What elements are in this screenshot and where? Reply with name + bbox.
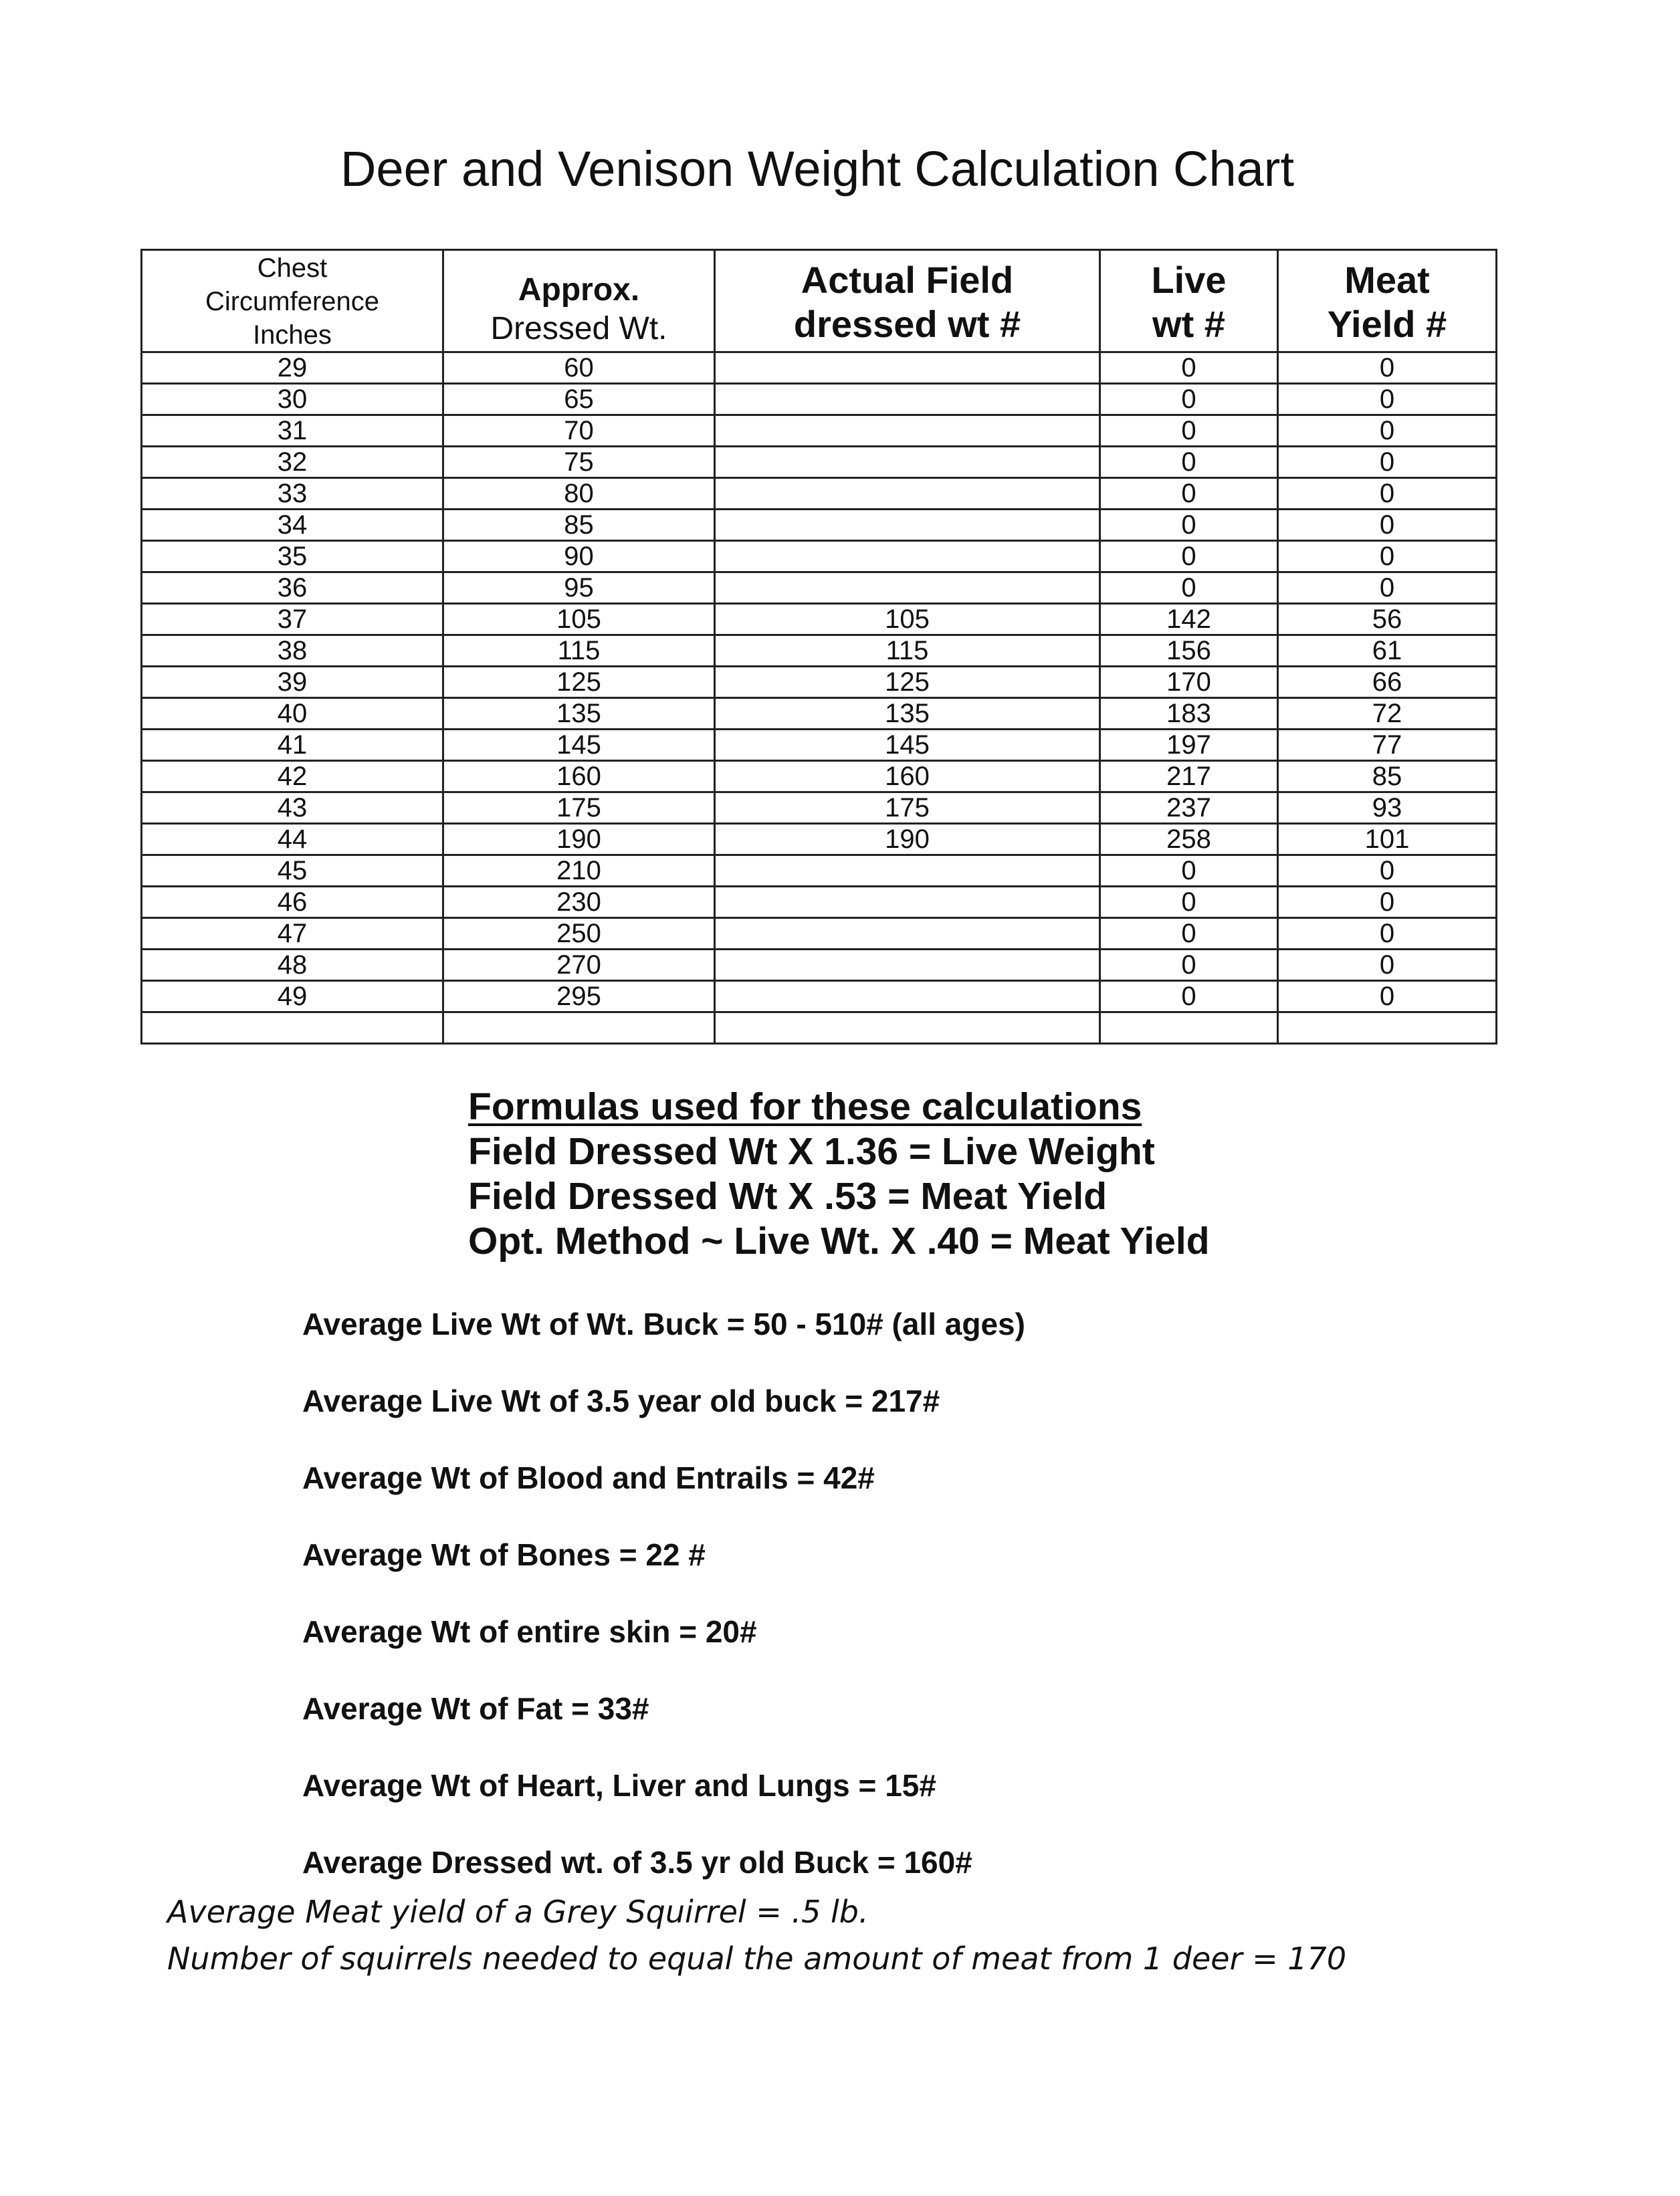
cell-live-wt: 0 (1100, 447, 1278, 478)
cell-meat-yield: 0 (1278, 478, 1497, 510)
cell-live-wt: 258 (1100, 824, 1278, 855)
cell-live-wt: 142 (1100, 604, 1278, 635)
averages-list (302, 1304, 1025, 1919)
cell-approx-wt: 210 (443, 855, 715, 887)
cell-actual-wt: 145 (715, 730, 1100, 761)
cell-approx-wt: 60 (443, 352, 715, 384)
cell-live-wt: 156 (1100, 635, 1278, 667)
cell-actual-wt (715, 572, 1100, 604)
cell-meat-yield: 77 (1278, 730, 1497, 761)
cell-approx-wt: 250 (443, 918, 715, 950)
cell-meat-yield: 0 (1278, 415, 1497, 447)
cell-chest: 35 (142, 541, 443, 572)
cell-live-wt: 0 (1100, 887, 1278, 918)
cell-live-wt: 170 (1100, 667, 1278, 698)
cell-live-wt: 0 (1100, 510, 1278, 541)
cell-actual-wt (715, 447, 1100, 478)
cell-chest: 48 (142, 950, 443, 981)
table-row (142, 824, 1497, 855)
cell-approx-wt: 90 (443, 541, 715, 572)
table-row (142, 855, 1497, 887)
table-header-row (142, 250, 1497, 352)
cell-meat-yield: 66 (1278, 667, 1497, 698)
cell-live-wt: 0 (1100, 572, 1278, 604)
cell-live-wt: 0 (1100, 918, 1278, 950)
cell-chest: 34 (142, 510, 443, 541)
cell-approx-wt: 95 (443, 572, 715, 604)
formulas-heading: Formulas used for these calculations (468, 1085, 1142, 1128)
cell-actual-wt (715, 510, 1100, 541)
cell-live-wt: 0 (1100, 981, 1278, 1012)
cell-meat-yield: 0 (1278, 510, 1497, 541)
table-row (142, 604, 1497, 635)
formula-line: Field Dressed Wt X 1.36 = Live Weight (468, 1130, 1155, 1173)
cell-chest: 36 (142, 572, 443, 604)
formula-line: Opt. Method ~ Live Wt. X .40 = Meat Yield (468, 1220, 1210, 1262)
cell-approx-wt: 105 (443, 604, 715, 635)
header-chest-circumference: Chest Circumference Inches (142, 250, 443, 352)
cell-meat-yield: 85 (1278, 761, 1497, 792)
table-row (142, 447, 1497, 478)
cell-actual-wt: 160 (715, 761, 1100, 792)
weight-chart-table (140, 249, 1497, 1045)
cell-actual-wt (715, 887, 1100, 918)
table-row (142, 510, 1497, 541)
formula-line: Field Dressed Wt X .53 = Meat Yield (468, 1175, 1108, 1218)
cell-live-wt: 0 (1100, 478, 1278, 510)
cell-approx-wt: 75 (443, 447, 715, 478)
cell-live-wt: 0 (1100, 384, 1278, 415)
cell-actual-wt (715, 352, 1100, 384)
average-item: Average Wt of Heart, Liver and Lungs = 15# (302, 1768, 936, 1803)
cell-approx-wt: 160 (443, 761, 715, 792)
table-row (142, 981, 1497, 1012)
cell-meat-yield: 0 (1278, 352, 1497, 384)
cell-live-wt: 0 (1100, 855, 1278, 887)
average-item: Average Wt of entire skin = 20# (302, 1614, 757, 1649)
cell-approx-wt: 70 (443, 415, 715, 447)
table-row (142, 792, 1497, 824)
cell-actual-wt (715, 855, 1100, 887)
cell-live-wt: 183 (1100, 698, 1278, 730)
average-item: Average Wt of Fat = 33# (302, 1691, 649, 1726)
squirrel-yield-note: Average Meat yield of a Grey Squirrel = .5 lb. (167, 1894, 869, 1930)
cell-approx-wt: 135 (443, 698, 715, 730)
table-row (142, 635, 1497, 667)
average-item: Average Live Wt of 3.5 year old buck = 217# (302, 1384, 940, 1418)
cell-chest: 47 (142, 918, 443, 950)
cell-chest: 39 (142, 667, 443, 698)
cell-actual-wt (715, 478, 1100, 510)
cell-live-wt: 217 (1100, 761, 1278, 792)
table-row (142, 415, 1497, 447)
cell-meat-yield: 0 (1278, 887, 1497, 918)
cell-live-wt: 197 (1100, 730, 1278, 761)
squirrel-count-note: Number of squirrels needed to equal the amount of meat from 1 deer = 170 (167, 1941, 1347, 1977)
cell-meat-yield: 0 (1278, 950, 1497, 981)
cell-chest: 29 (142, 352, 443, 384)
cell-meat-yield: 93 (1278, 792, 1497, 824)
cell-approx-wt: 145 (443, 730, 715, 761)
handwritten-notes (167, 1888, 1346, 1982)
header-live-wt: Live wt # (1100, 250, 1278, 352)
cell-meat-yield: 101 (1278, 824, 1497, 855)
table-row (142, 667, 1497, 698)
cell-meat-yield: 0 (1278, 572, 1497, 604)
cell-chest: 37 (142, 604, 443, 635)
cell-actual-wt (715, 1012, 1100, 1044)
table-row (142, 384, 1497, 415)
table-row (142, 352, 1497, 384)
cell-meat-yield: 0 (1278, 541, 1497, 572)
cell-approx-wt: 295 (443, 981, 715, 1012)
cell-chest (142, 1012, 443, 1044)
cell-actual-wt: 105 (715, 604, 1100, 635)
table-row (142, 887, 1497, 918)
cell-chest: 44 (142, 824, 443, 855)
table-row (142, 572, 1497, 604)
cell-chest: 42 (142, 761, 443, 792)
cell-actual-wt (715, 950, 1100, 981)
cell-meat-yield: 0 (1278, 447, 1497, 478)
table-row (142, 730, 1497, 761)
average-item: Average Wt of Blood and Entrails = 42# (302, 1460, 875, 1495)
cell-live-wt: 237 (1100, 792, 1278, 824)
cell-actual-wt: 175 (715, 792, 1100, 824)
page-title: Deer and Venison Weight Calculation Chart (340, 141, 1295, 197)
cell-meat-yield: 0 (1278, 981, 1497, 1012)
cell-actual-wt: 115 (715, 635, 1100, 667)
cell-approx-wt: 270 (443, 950, 715, 981)
table-row (142, 950, 1497, 981)
table-row (142, 1012, 1497, 1044)
cell-actual-wt: 125 (715, 667, 1100, 698)
cell-live-wt: 0 (1100, 415, 1278, 447)
cell-chest: 40 (142, 698, 443, 730)
cell-meat-yield: 0 (1278, 384, 1497, 415)
cell-actual-wt: 190 (715, 824, 1100, 855)
average-item: Average Dressed wt. of 3.5 yr old Buck = 160# (302, 1845, 972, 1880)
cell-actual-wt (715, 415, 1100, 447)
header-meat-yield: Meat Yield # (1278, 250, 1497, 352)
cell-actual-wt: 135 (715, 698, 1100, 730)
cell-meat-yield: 0 (1278, 918, 1497, 950)
cell-approx-wt: 175 (443, 792, 715, 824)
cell-approx-wt: 115 (443, 635, 715, 667)
cell-chest: 45 (142, 855, 443, 887)
cell-approx-wt: 125 (443, 667, 715, 698)
cell-chest: 32 (142, 447, 443, 478)
cell-approx-wt: 190 (443, 824, 715, 855)
cell-actual-wt (715, 918, 1100, 950)
cell-chest: 46 (142, 887, 443, 918)
cell-live-wt: 0 (1100, 352, 1278, 384)
cell-approx-wt: 85 (443, 510, 715, 541)
cell-live-wt: 0 (1100, 541, 1278, 572)
table-row (142, 698, 1497, 730)
cell-actual-wt (715, 981, 1100, 1012)
cell-chest: 31 (142, 415, 443, 447)
header-approx-dressed-wt: Approx. Dressed Wt. (443, 250, 715, 352)
cell-live-wt (1100, 1012, 1278, 1044)
cell-actual-wt (715, 384, 1100, 415)
table-row (142, 478, 1497, 510)
cell-chest: 49 (142, 981, 443, 1012)
table-row (142, 541, 1497, 572)
table-row (142, 918, 1497, 950)
cell-meat-yield (1278, 1012, 1497, 1044)
cell-chest: 43 (142, 792, 443, 824)
cell-chest: 41 (142, 730, 443, 761)
cell-approx-wt: 80 (443, 478, 715, 510)
cell-actual-wt (715, 541, 1100, 572)
average-item: Average Wt of Bones = 22 # (302, 1537, 706, 1572)
table-body (142, 352, 1497, 1044)
header-actual-field-dressed-wt: Actual Field dressed wt # (715, 250, 1100, 352)
cell-meat-yield: 72 (1278, 698, 1497, 730)
cell-meat-yield: 56 (1278, 604, 1497, 635)
cell-approx-wt: 65 (443, 384, 715, 415)
cell-approx-wt (443, 1012, 715, 1044)
cell-chest: 30 (142, 384, 443, 415)
formulas-section (468, 1085, 1210, 1264)
cell-meat-yield: 0 (1278, 855, 1497, 887)
average-item: Average Live Wt of Wt. Buck = 50 - 510# (all ages) (302, 1307, 1025, 1341)
cell-chest: 33 (142, 478, 443, 510)
cell-live-wt: 0 (1100, 950, 1278, 981)
cell-chest: 38 (142, 635, 443, 667)
cell-approx-wt: 230 (443, 887, 715, 918)
table-row (142, 761, 1497, 792)
cell-meat-yield: 61 (1278, 635, 1497, 667)
